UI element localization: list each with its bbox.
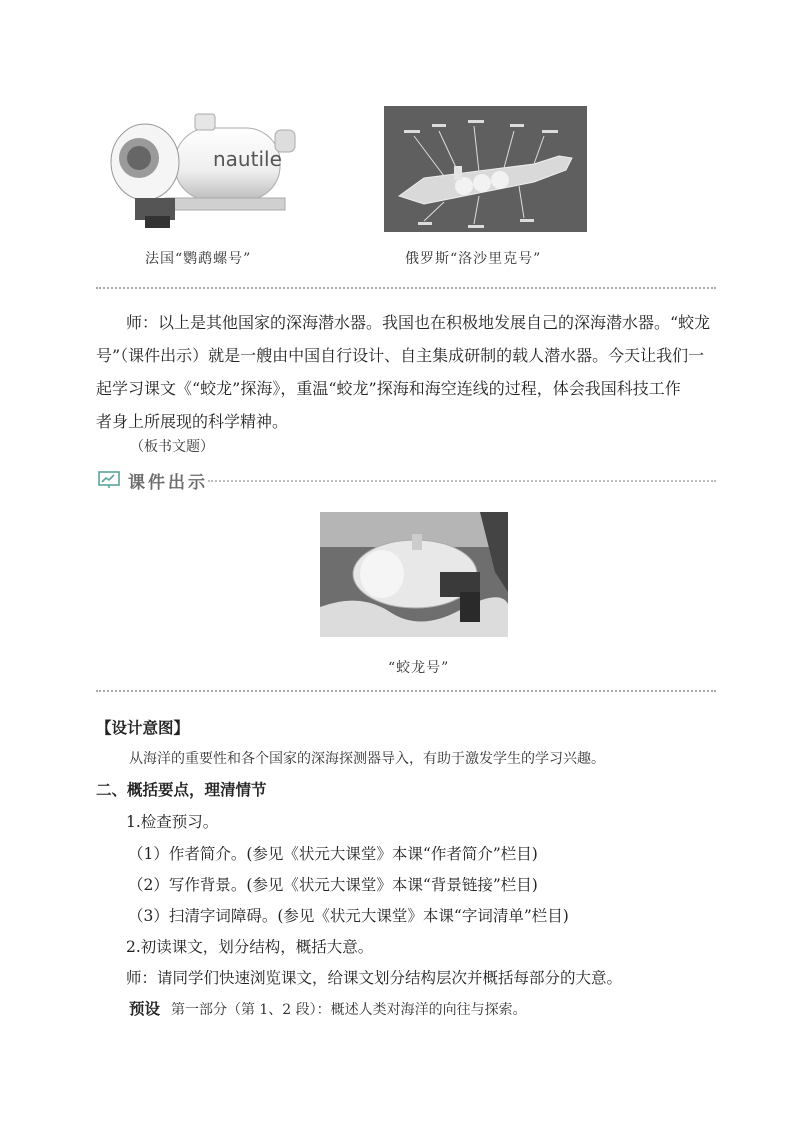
rus-submarine-diagram-image xyxy=(384,106,587,232)
item-1: 1.检查预习。 xyxy=(126,813,219,831)
figure-rus xyxy=(384,106,587,232)
nautile-caption: 法国“鹦鹉螺号” xyxy=(145,251,252,267)
section-two-title: 二、概括要点，理清情节 xyxy=(96,780,267,799)
intro-line-4: 者身上所展现的科学精神。 xyxy=(96,412,289,431)
intro-line-3: 起学习课文《“蛟龙”探海》，重温“蛟龙”探海和海空连线的过程，体会我国科技工作 xyxy=(96,379,681,398)
nautile-hull-text: nautile xyxy=(213,147,282,171)
preset-text: 第一部分（第 1、2 段）：概述人类对海洋的向往与探索。 xyxy=(170,1002,527,1018)
sub-item-1: （1）作者简介。(参见《状元大课堂》本课“作者简介”栏目) xyxy=(128,845,538,863)
preset-line xyxy=(129,997,527,1019)
sub-item-3: （3）扫清字词障碍。(参见《状元大课堂》本课“字词清单”栏目) xyxy=(128,907,569,925)
jiaolong-image xyxy=(320,512,508,637)
presentation-chart-icon xyxy=(98,471,120,493)
intro-line-2: 号”（课件出示）就是一艘由中国自行设计、自主集成研制的载人潜水器。今天让我们一 xyxy=(96,346,705,365)
teacher-instruction: 师：请同学们快速浏览课文，给课文划分结构层次并概括每部分的大意。 xyxy=(126,969,623,987)
blackboard-note: （板书文题） xyxy=(130,439,214,455)
courseware-heading-rule xyxy=(208,480,716,482)
preset-label: 预设 xyxy=(129,999,161,1018)
intro-line-1: 师：以上是其他国家的深海潜水器。我国也在积极地发展自己的深海潜水器。“蛟龙 xyxy=(126,313,711,332)
rus-caption: 俄罗斯“洛沙里克号” xyxy=(405,251,542,267)
design-intent-title: 【设计意图】 xyxy=(96,718,190,737)
figure-nautile xyxy=(105,100,305,235)
jiaolong-caption: “蛟龙号” xyxy=(388,660,450,676)
sub-item-2: （2）写作背景。(参见《状元大课堂》本课“背景链接”栏目) xyxy=(128,876,538,894)
design-intent-text: 从海洋的重要性和各个国家的深海探测器导入，有助于激发学生的学习兴趣。 xyxy=(129,751,605,767)
item-2: 2.初读课文，划分结构，概括大意。 xyxy=(126,938,374,956)
nautile-submarine-image xyxy=(105,100,305,235)
divider xyxy=(96,287,716,289)
courseware-heading: 课件出示 xyxy=(128,473,208,493)
courseware-header xyxy=(98,468,718,494)
divider xyxy=(96,690,716,692)
